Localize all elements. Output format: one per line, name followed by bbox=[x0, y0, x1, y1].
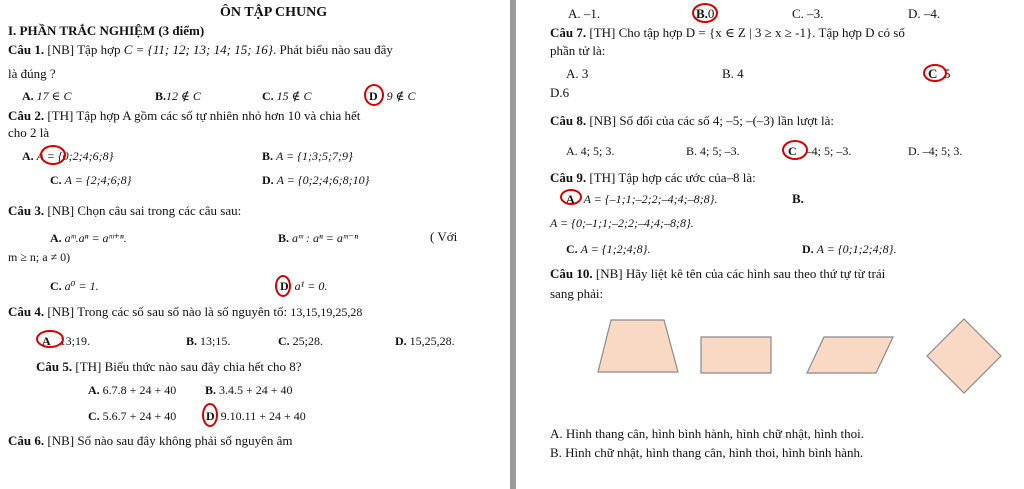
q8-option-b[interactable]: B. 4; 5; –3. bbox=[686, 144, 740, 158]
q10-option-b[interactable]: B. Hình chữ nhật, hình thang cân, hình thoi, hình bình hành. bbox=[550, 445, 864, 460]
answer-mark-circle bbox=[275, 275, 291, 297]
answer-mark-circle bbox=[923, 64, 947, 82]
q10-stem-cont: sang phải: bbox=[550, 286, 604, 301]
q4-option-c[interactable]: C. 25;28. bbox=[278, 334, 324, 348]
q1-option-a[interactable]: A. 17 ∈ C bbox=[22, 89, 72, 103]
q2-option-a[interactable]: A. A = {0;2;4;6;8} bbox=[22, 149, 114, 163]
q2-stem-cont: cho 2 là bbox=[8, 125, 50, 140]
q7-stem-cont: phần tử là: bbox=[550, 43, 606, 58]
q7-stem: Câu 7. [TH] Cho tập hợp D = {x ∈ Z | 3 ≥ x ≥ -1}. Tập hợp D có số bbox=[550, 25, 905, 40]
q2-option-c[interactable]: C. A = {2;4;6;8} bbox=[50, 173, 132, 187]
q6-option-d[interactable]: D. –4. bbox=[908, 6, 941, 21]
q5-option-b[interactable]: B. 3.4.5 + 24 + 40 bbox=[205, 383, 293, 397]
q1-option-b[interactable]: B.12 ∉ C bbox=[155, 89, 201, 103]
q4-option-d[interactable]: D. 15,25,28. bbox=[395, 334, 455, 348]
q9-option-d[interactable]: D. A = {0;1;2;4;8}. bbox=[802, 242, 897, 256]
q3-option-d[interactable]: D a¹ = 0. bbox=[280, 279, 328, 293]
q8-option-a[interactable]: A. 4; 5; 3. bbox=[566, 144, 615, 158]
q5-stem: Câu 5. [TH] Biểu thức nào sau đây chia hết cho 8? bbox=[36, 359, 302, 374]
q3-option-b[interactable]: B. aᵐ : aⁿ = aᵐ⁻ⁿ bbox=[278, 231, 359, 245]
rectangle-shape bbox=[700, 336, 772, 374]
isosceles-trapezoid-shape bbox=[596, 318, 680, 374]
q2-option-b[interactable]: B. A = {1;3;5;7;9} bbox=[262, 149, 353, 163]
q4-option-a[interactable]: A 13;19. bbox=[42, 334, 91, 348]
answer-mark-circle bbox=[364, 84, 384, 106]
answer-mark-circle bbox=[40, 145, 66, 165]
q10-option-a[interactable]: A. Hình thang cân, hình bình hành, hình chữ nhật, hình thoi. bbox=[550, 426, 864, 441]
q3-option-a[interactable]: A. aᵐ.aⁿ = aᵐ⁺ⁿ. bbox=[50, 231, 127, 245]
q6-option-a[interactable]: A. –1. bbox=[568, 6, 601, 21]
doc-title: ÔN TẬP CHUNG bbox=[220, 5, 328, 20]
q9-option-a[interactable]: A A = {–1;1;–2;2;–4;4;–8;8}. bbox=[566, 192, 718, 206]
q1-option-c[interactable]: C. 15 ∉ C bbox=[262, 89, 312, 103]
q1-stem: Câu 1. [NB] Tập hợp C = {11; 12; 13; 14; 15; 16}. Phát biểu nào sau đây bbox=[8, 42, 393, 57]
q6-option-b[interactable]: B.0 bbox=[696, 6, 715, 21]
q5-option-c[interactable]: C. 5.6.7 + 24 + 40 bbox=[88, 409, 177, 423]
answer-mark-circle bbox=[36, 330, 64, 348]
q3-condition: m ≥ n; a ≠ 0) bbox=[8, 250, 71, 264]
q1-stem-cont: là đúng ? bbox=[8, 66, 56, 81]
q7-option-c[interactable]: C 5 bbox=[928, 66, 951, 81]
q3-stem: Câu 3. [NB] Chọn câu sai trong các câu sau: bbox=[8, 203, 242, 218]
answer-mark-circle bbox=[782, 140, 808, 160]
answer-mark-circle bbox=[692, 3, 718, 23]
q5-option-a[interactable]: A. 6.7.8 + 24 + 40 bbox=[88, 383, 177, 397]
right-page bbox=[516, 0, 1024, 489]
q1-option-d[interactable]: D 9 ∉ C bbox=[369, 89, 416, 103]
q9-option-c[interactable]: C. A = {1;2;4;8}. bbox=[566, 242, 651, 256]
q2-stem: Câu 2. [TH] Tập hợp A gồm các số tự nhiên nhỏ hơn 10 và chia hết bbox=[8, 108, 361, 123]
section-heading: I. PHẦN TRẮC NGHIỆM (3 điểm) bbox=[8, 23, 205, 38]
rhombus-shape bbox=[926, 318, 1002, 394]
q7-option-d[interactable]: D.6 bbox=[550, 85, 570, 100]
q9-stem: Câu 9. [TH] Tập hợp các ước của–8 là: bbox=[550, 170, 756, 185]
answer-mark-circle bbox=[202, 403, 218, 427]
q6-option-c[interactable]: C. –3. bbox=[792, 6, 824, 21]
left-page bbox=[0, 0, 510, 489]
q8-option-c[interactable]: C –4; 5; –3. bbox=[788, 144, 852, 158]
q2-option-d[interactable]: D. A = {0;2;4;6;8;10} bbox=[262, 173, 370, 187]
q4-option-b[interactable]: B. 13;15. bbox=[186, 334, 231, 348]
q4-stem: Câu 4. [NB] Trong các số sau số nào là số nguyên tố: 13,15,19,25,28 bbox=[8, 304, 363, 319]
q9-option-b-label[interactable]: B. bbox=[792, 191, 804, 206]
parallelogram-shape bbox=[806, 336, 894, 374]
q3-note: ( Với bbox=[430, 229, 458, 244]
q5-option-d[interactable]: D 9.10.11 + 24 + 40 bbox=[206, 409, 306, 423]
q7-option-a[interactable]: A. 3 bbox=[566, 66, 589, 81]
q3-option-c[interactable]: C. a⁰ = 1. bbox=[50, 279, 99, 293]
q7-option-b[interactable]: B. 4 bbox=[722, 66, 744, 81]
q9-option-b[interactable]: A = {0;–1;1;–2;2;–4;4;–8;8}. bbox=[550, 216, 694, 230]
q8-option-d[interactable]: D. –4; 5; 3. bbox=[908, 144, 963, 158]
q6-stem: Câu 6. [NB] Số nào sau đây không phải số nguyên âm bbox=[8, 433, 293, 448]
answer-mark-circle bbox=[560, 189, 582, 205]
q8-stem: Câu 8. [NB] Số đối của các số 4; –5; –(–3) lần lượt là: bbox=[550, 113, 834, 128]
q10-stem: Câu 10. [NB] Hãy liệt kê tên của các hình sau theo thứ tự từ trái bbox=[550, 266, 886, 281]
